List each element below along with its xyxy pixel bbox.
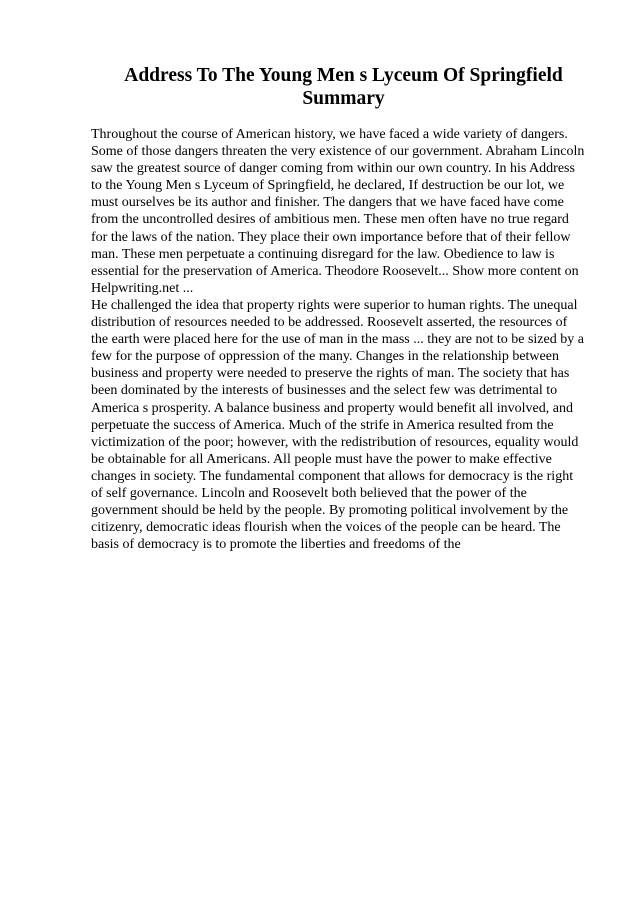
title-line-1: Address To The Young Men s Lyceum Of Springfield	[124, 65, 563, 86]
document-title	[91, 64, 586, 110]
body-paragraph-2: He challenged the idea that property rights were superior to human rights. The unequal distribution of resources needed to be addressed. Roosevelt asserted, the resources of the earth were placed here for the use of man in the mass ... they are not to be sized by a few for the purpose of oppression of the many. Changes in the relationship between business and property were needed to preserve the rights of man. The society that has been dominated by the interests of businesses and the select few was detrimental to America s prosperity. A balance business and property would benefit all involved, and perpetuate the success of America. Much of the strife in America resulted from the victimization of the poor; however, with the redistribution of resources, equality would be obtainable for all Americans. All people must have the power to make effective changes in society. The fundamental component that allows for democracy is the right of self governance. Lincoln and Roosevelt both believed that the power of the government should be held by the people. By promoting political involvement by the citizenry, democratic ideas flourish when the voices of the people can be heard. The basis of democracy is to promote the liberties and freedoms of the	[91, 297, 584, 553]
body-paragraph-1: Throughout the course of American history, we have faced a wide variety of dangers. Some of those dangers threaten the very existence of our government. Abraham Lincoln saw the greatest source of danger coming from within our own country. In his Address to the Young Men s Lyceum of Springfield, he declared, If destruction be our lot, we must ourselves be its author and finisher. The dangers that we have faced have come from the uncontrolled desires of ambitious men. These men often have no true regard for the laws of the nation. They place their own importance before that of their fellow man. These men perpetuate a continuing disregard for the law. Obedience to law is essential for the preservation of America. Theodore Roosevelt... Show more content on Helpwriting.net ...	[91, 127, 585, 296]
title-line-2: Summary	[302, 88, 385, 109]
